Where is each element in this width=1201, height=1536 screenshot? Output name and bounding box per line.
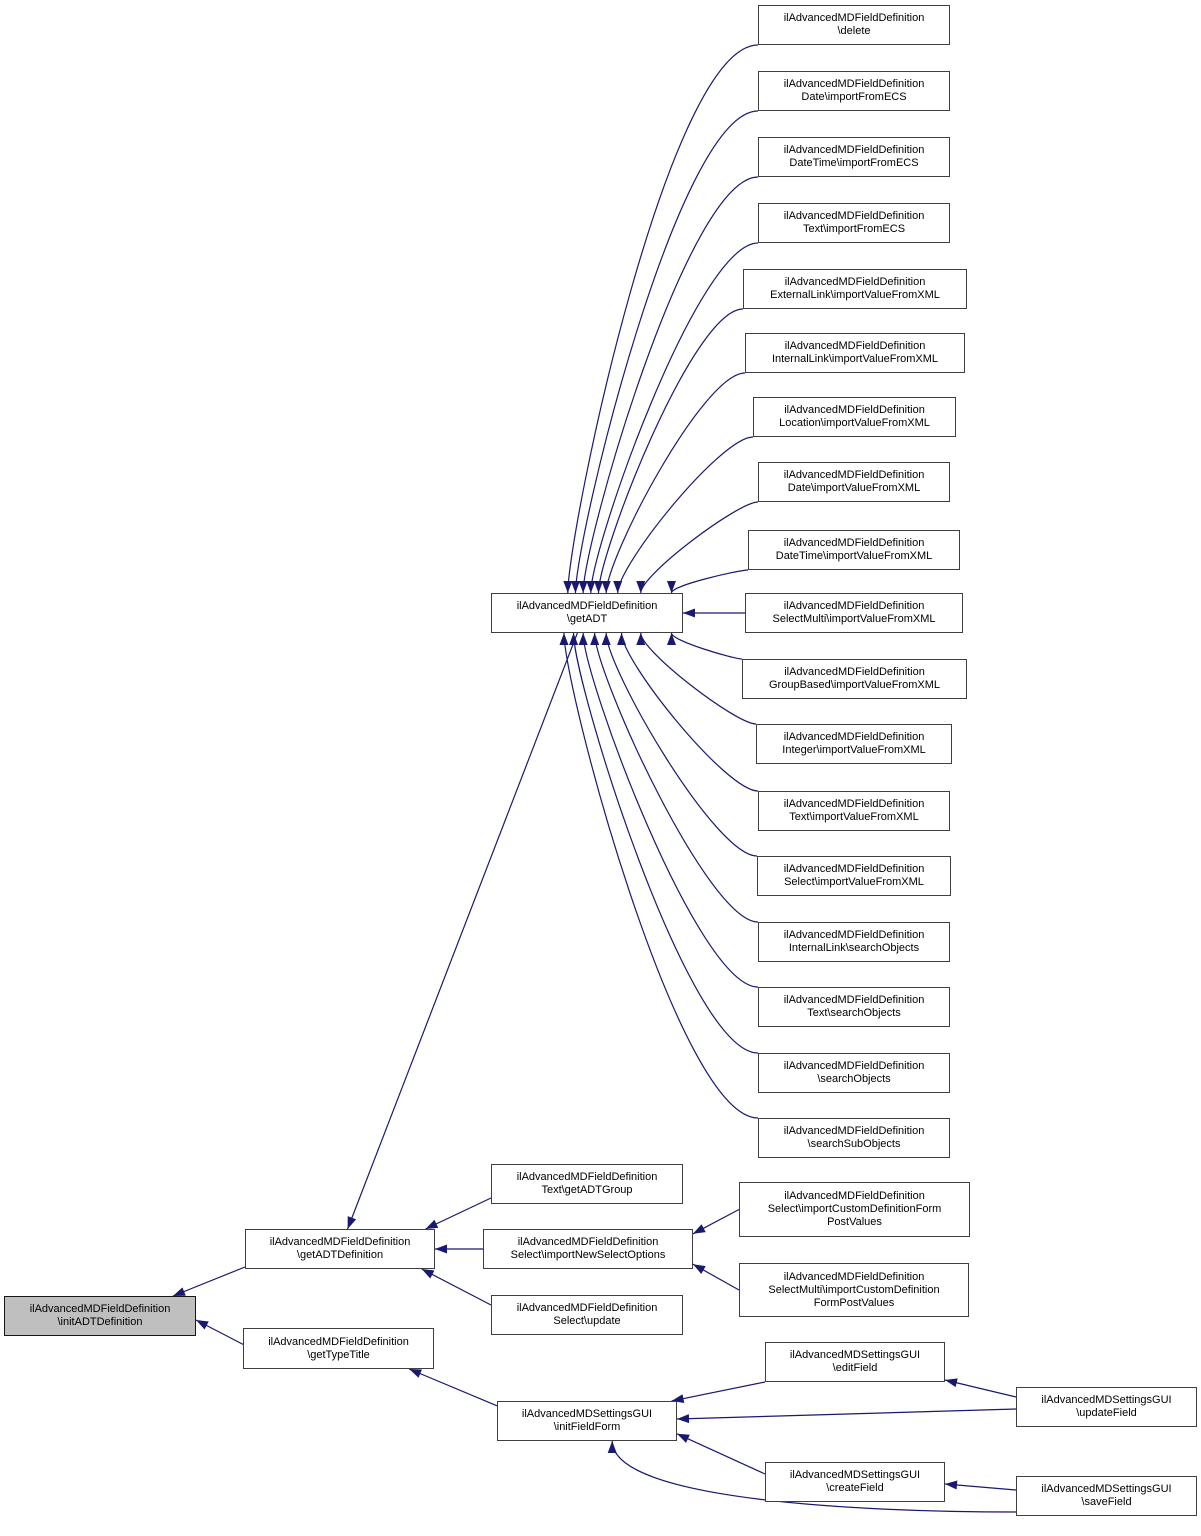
graph-node-label: \editField: [832, 1362, 878, 1374]
graph-node-select-import-custom-definition-form-post-values[interactable]: [739, 1182, 970, 1237]
graph-node-label: Text\importFromECS: [802, 223, 906, 235]
arrowhead-icon: [594, 581, 603, 593]
arrowhead-icon: [693, 1224, 706, 1234]
graph-node-search-objects[interactable]: [758, 1053, 950, 1093]
graph-node-location-import-value-from-xml[interactable]: [753, 397, 956, 437]
graph-node-label: ilAdvancedMDFieldDefinition: [517, 1236, 659, 1248]
graph-node-label: Text\importValueFromXML: [789, 811, 919, 823]
graph-node-integer-import-value-from-xml[interactable]: [756, 724, 952, 764]
graph-node-label: Select\update: [553, 1315, 621, 1327]
graph-node-label: ilAdvancedMDSettingsGUI: [1041, 1394, 1172, 1406]
edge-internallink-import-value-from-xml-to-get-adt: [606, 373, 745, 593]
arrowhead-icon: [409, 1369, 422, 1378]
edge-date-import-value-from-xml-to-get-adt: [641, 502, 758, 593]
arrowhead-icon: [613, 581, 622, 593]
edge-date-import-from-ecs-to-get-adt: [575, 111, 758, 593]
arrowhead-icon: [602, 633, 611, 645]
graph-node-label: ilAdvancedMDFieldDefinition: [783, 731, 925, 743]
graph-node-datetime-import-from-ecs[interactable]: [758, 137, 950, 177]
graph-node-label: ilAdvancedMDSettingsGUI: [789, 1469, 921, 1481]
graph-node-label: Date\importValueFromXML: [787, 482, 921, 494]
arrowhead-icon: [617, 633, 626, 645]
arrowhead-icon: [608, 1441, 617, 1453]
graph-node-text-search-objects[interactable]: [758, 987, 950, 1027]
arrowhead-icon: [173, 1287, 186, 1296]
graph-node-label: ilAdvancedMDFieldDefinition: [784, 276, 926, 288]
arrowhead-icon: [590, 633, 599, 645]
graph-node-select-import-new-select-options[interactable]: [483, 1229, 693, 1269]
graph-node-label: ilAdvancedMDFieldDefinition: [783, 12, 925, 24]
graph-node-externallink-import-value-from-xml[interactable]: [743, 269, 967, 309]
graph-node-label: Text\getADTGroup: [541, 1184, 633, 1196]
graph-node-label: \getADT: [566, 613, 608, 625]
graph-node-label: \delete: [837, 25, 871, 37]
graph-node-label: GroupBased\importValueFromXML: [769, 679, 940, 691]
graph-node-label: ilAdvancedMDFieldDefinition: [784, 1190, 925, 1202]
graph-node-init-adt-definition[interactable]: [4, 1296, 196, 1336]
graph-node-edit-field[interactable]: [765, 1342, 945, 1382]
edge-internallink-search-objects-to-get-adt: [595, 633, 758, 922]
graph-node-label: ilAdvancedMDFieldDefinition: [783, 1125, 925, 1137]
arrowhead-icon: [579, 581, 588, 593]
edge-search-sub-objects-to-get-adt: [564, 633, 758, 1118]
graph-node-label: Integer\importValueFromXML: [782, 744, 926, 756]
graph-node-label: \initADTDefinition: [57, 1316, 143, 1328]
arrowhead-icon: [422, 1269, 435, 1279]
graph-node-label: ilAdvancedMDSettingsGUI: [1041, 1483, 1172, 1495]
edge-edit-field-to-init-field-form: [672, 1382, 765, 1401]
graph-node-label: ilAdvancedMDSettingsGUI: [789, 1349, 921, 1361]
graph-node-label: ilAdvancedMDFieldDefinition: [783, 600, 925, 612]
graph-node-label: ilAdvancedMDFieldDefinition: [783, 144, 925, 156]
graph-node-label: ilAdvancedMDFieldDefinition: [783, 469, 925, 481]
edge-datetime-import-value-from-xml-to-get-adt: [671, 570, 748, 593]
graph-node-label: ilAdvancedMDFieldDefinition: [516, 1171, 658, 1183]
arrowhead-icon: [677, 1434, 690, 1443]
arrowhead-icon: [693, 1264, 706, 1274]
graph-node-datetime-import-value-from-xml[interactable]: [748, 530, 960, 570]
arrowhead-icon: [435, 1245, 447, 1254]
graph-node-get-adt[interactable]: [491, 593, 683, 633]
graph-node-selectmulti-import-value-from-xml[interactable]: [745, 593, 963, 633]
graph-node-label: ilAdvancedMDFieldDefinition: [783, 78, 925, 90]
graph-node-label: SelectMulti\importCustomDefinition: [768, 1283, 940, 1296]
graph-node-label: InternalLink\importValueFromXML: [771, 353, 939, 365]
arrowhead-icon: [945, 1378, 958, 1387]
arrowhead-icon: [426, 1220, 439, 1229]
graph-node-get-adt-definition[interactable]: [245, 1229, 435, 1269]
graph-node-label: Select\importCustomDefinitionForm: [767, 1203, 942, 1215]
graph-node-groupbased-import-value-from-xml[interactable]: [742, 659, 967, 699]
graph-node-label: DateTime\importValueFromXML: [775, 550, 933, 562]
graph-node-internallink-search-objects[interactable]: [758, 922, 950, 962]
arrowhead-icon: [683, 609, 695, 618]
arrowhead-icon: [196, 1320, 209, 1330]
graph-node-init-field-form[interactable]: [497, 1401, 677, 1441]
graph-node-label: Select\importNewSelectOptions: [510, 1249, 666, 1261]
edge-datetime-import-from-ecs-to-get-adt: [583, 177, 758, 593]
graph-node-label: DateTime\importFromECS: [789, 157, 919, 169]
graph-node-label: Select\importValueFromXML: [784, 876, 924, 888]
graph-node-label: ilAdvancedMDFieldDefinition: [268, 1335, 409, 1348]
graph-node-date-import-from-ecs[interactable]: [758, 71, 950, 111]
graph-node-label: Date\importFromECS: [801, 91, 907, 103]
graph-node-label: \getTypeTitle: [307, 1348, 370, 1361]
graph-node-text-get-adt-group[interactable]: [491, 1164, 683, 1204]
arrowhead-icon: [348, 1216, 357, 1229]
arrowhead-icon: [559, 633, 568, 645]
graph-node-label: ilAdvancedMDFieldDefinition: [784, 666, 925, 678]
graph-node-label: \searchSubObjects: [807, 1138, 901, 1150]
graph-node-label: \saveField: [1081, 1496, 1132, 1508]
graph-node-label: ilAdvancedMDSettingsGUI: [521, 1408, 653, 1420]
arrowhead-icon: [636, 581, 645, 593]
graph-node-label: ilAdvancedMDFieldDefinition: [516, 1302, 658, 1314]
graph-node-search-sub-objects[interactable]: [758, 1118, 950, 1158]
edge-text-import-value-from-xml-to-get-adt: [622, 633, 758, 791]
graph-node-select-update[interactable]: [491, 1295, 683, 1335]
arrowhead-icon: [667, 581, 676, 593]
graph-node-label: Text\searchObjects: [807, 1007, 901, 1019]
edge-init-field-form-to-get-type-title: [409, 1369, 497, 1406]
graph-node-label: \getADTDefinition: [296, 1249, 384, 1261]
graph-node-label: SelectMulti\importValueFromXML: [772, 613, 936, 625]
graph-node-label: ilAdvancedMDFieldDefinition: [783, 929, 925, 941]
edge-groupbased-import-value-from-xml-to-get-adt: [671, 633, 742, 659]
graph-node-select-import-value-from-xml[interactable]: [757, 856, 951, 896]
graph-node-internallink-import-value-from-xml[interactable]: [745, 333, 965, 373]
graph-node-text-import-from-ecs[interactable]: [758, 203, 950, 243]
graph-node-update-field[interactable]: [1016, 1387, 1197, 1427]
graph-node-selectmulti-import-custom-definition-form-post-values[interactable]: [739, 1263, 969, 1317]
arrowhead-icon: [945, 1481, 957, 1490]
graph-node-label: ilAdvancedMDFieldDefinition: [783, 210, 925, 222]
graph-node-label: ilAdvancedMDFieldDefinition: [783, 537, 925, 549]
graph-node-label: ilAdvancedMDFieldDefinition: [783, 863, 925, 875]
graph-node-label: ilAdvancedMDFieldDefinition: [784, 340, 926, 352]
arrowhead-icon: [636, 633, 645, 645]
edge-create-field-to-init-field-form: [677, 1434, 765, 1474]
edge-select-import-value-from-xml-to-get-adt: [606, 633, 757, 856]
graph-node-label: FormPostValues: [813, 1296, 895, 1309]
graph-node-label: Location\importValueFromXML: [779, 417, 930, 429]
graph-node-label: ilAdvancedMDFieldDefinition: [784, 404, 925, 416]
arrowhead-icon: [563, 581, 572, 593]
graph-node-label: InternalLink\searchObjects: [788, 942, 920, 954]
graph-node-label: \searchObjects: [817, 1073, 891, 1085]
graph-node-label: PostValues: [827, 1216, 882, 1228]
graph-node-get-type-title[interactable]: [243, 1328, 434, 1369]
graph-node-label: ilAdvancedMDFieldDefinition: [29, 1303, 171, 1315]
graph-node-label: ilAdvancedMDFieldDefinition: [783, 1270, 925, 1283]
graph-node-label: \createField: [826, 1482, 884, 1494]
graph-node-delete[interactable]: [758, 5, 950, 45]
graph-node-label: ilAdvancedMDFieldDefinition: [516, 600, 658, 612]
graph-node-label: ilAdvancedMDFieldDefinition: [269, 1236, 411, 1248]
arrowhead-icon: [677, 1414, 689, 1423]
graph-node-label: ilAdvancedMDFieldDefinition: [783, 798, 925, 810]
graph-node-label: \updateField: [1076, 1407, 1137, 1419]
edge-text-import-from-ecs-to-get-adt: [591, 243, 758, 593]
graph-node-label: ExternalLink\importValueFromXML: [770, 289, 940, 301]
graph-node-label: ilAdvancedMDFieldDefinition: [783, 1060, 925, 1072]
graph-node-text-import-value-from-xml[interactable]: [758, 791, 950, 831]
edge-location-import-value-from-xml-to-get-adt: [618, 437, 753, 593]
arrowhead-icon: [579, 633, 588, 645]
arrowhead-icon: [586, 581, 595, 593]
arrowhead-icon: [602, 581, 611, 593]
graph-node-date-import-value-from-xml[interactable]: [758, 462, 950, 502]
edge-update-field-to-init-field-form: [677, 1409, 1016, 1419]
arrowhead-icon: [667, 633, 676, 645]
graph-node-save-field[interactable]: [1016, 1476, 1197, 1516]
graph-node-label: \initFieldForm: [553, 1421, 621, 1433]
edge-get-adt-to-get-adt-definition: [348, 633, 578, 1229]
graph-node-label: ilAdvancedMDFieldDefinition: [783, 994, 925, 1006]
graph-node-create-field[interactable]: [765, 1462, 945, 1502]
arrowhead-icon: [571, 581, 580, 593]
